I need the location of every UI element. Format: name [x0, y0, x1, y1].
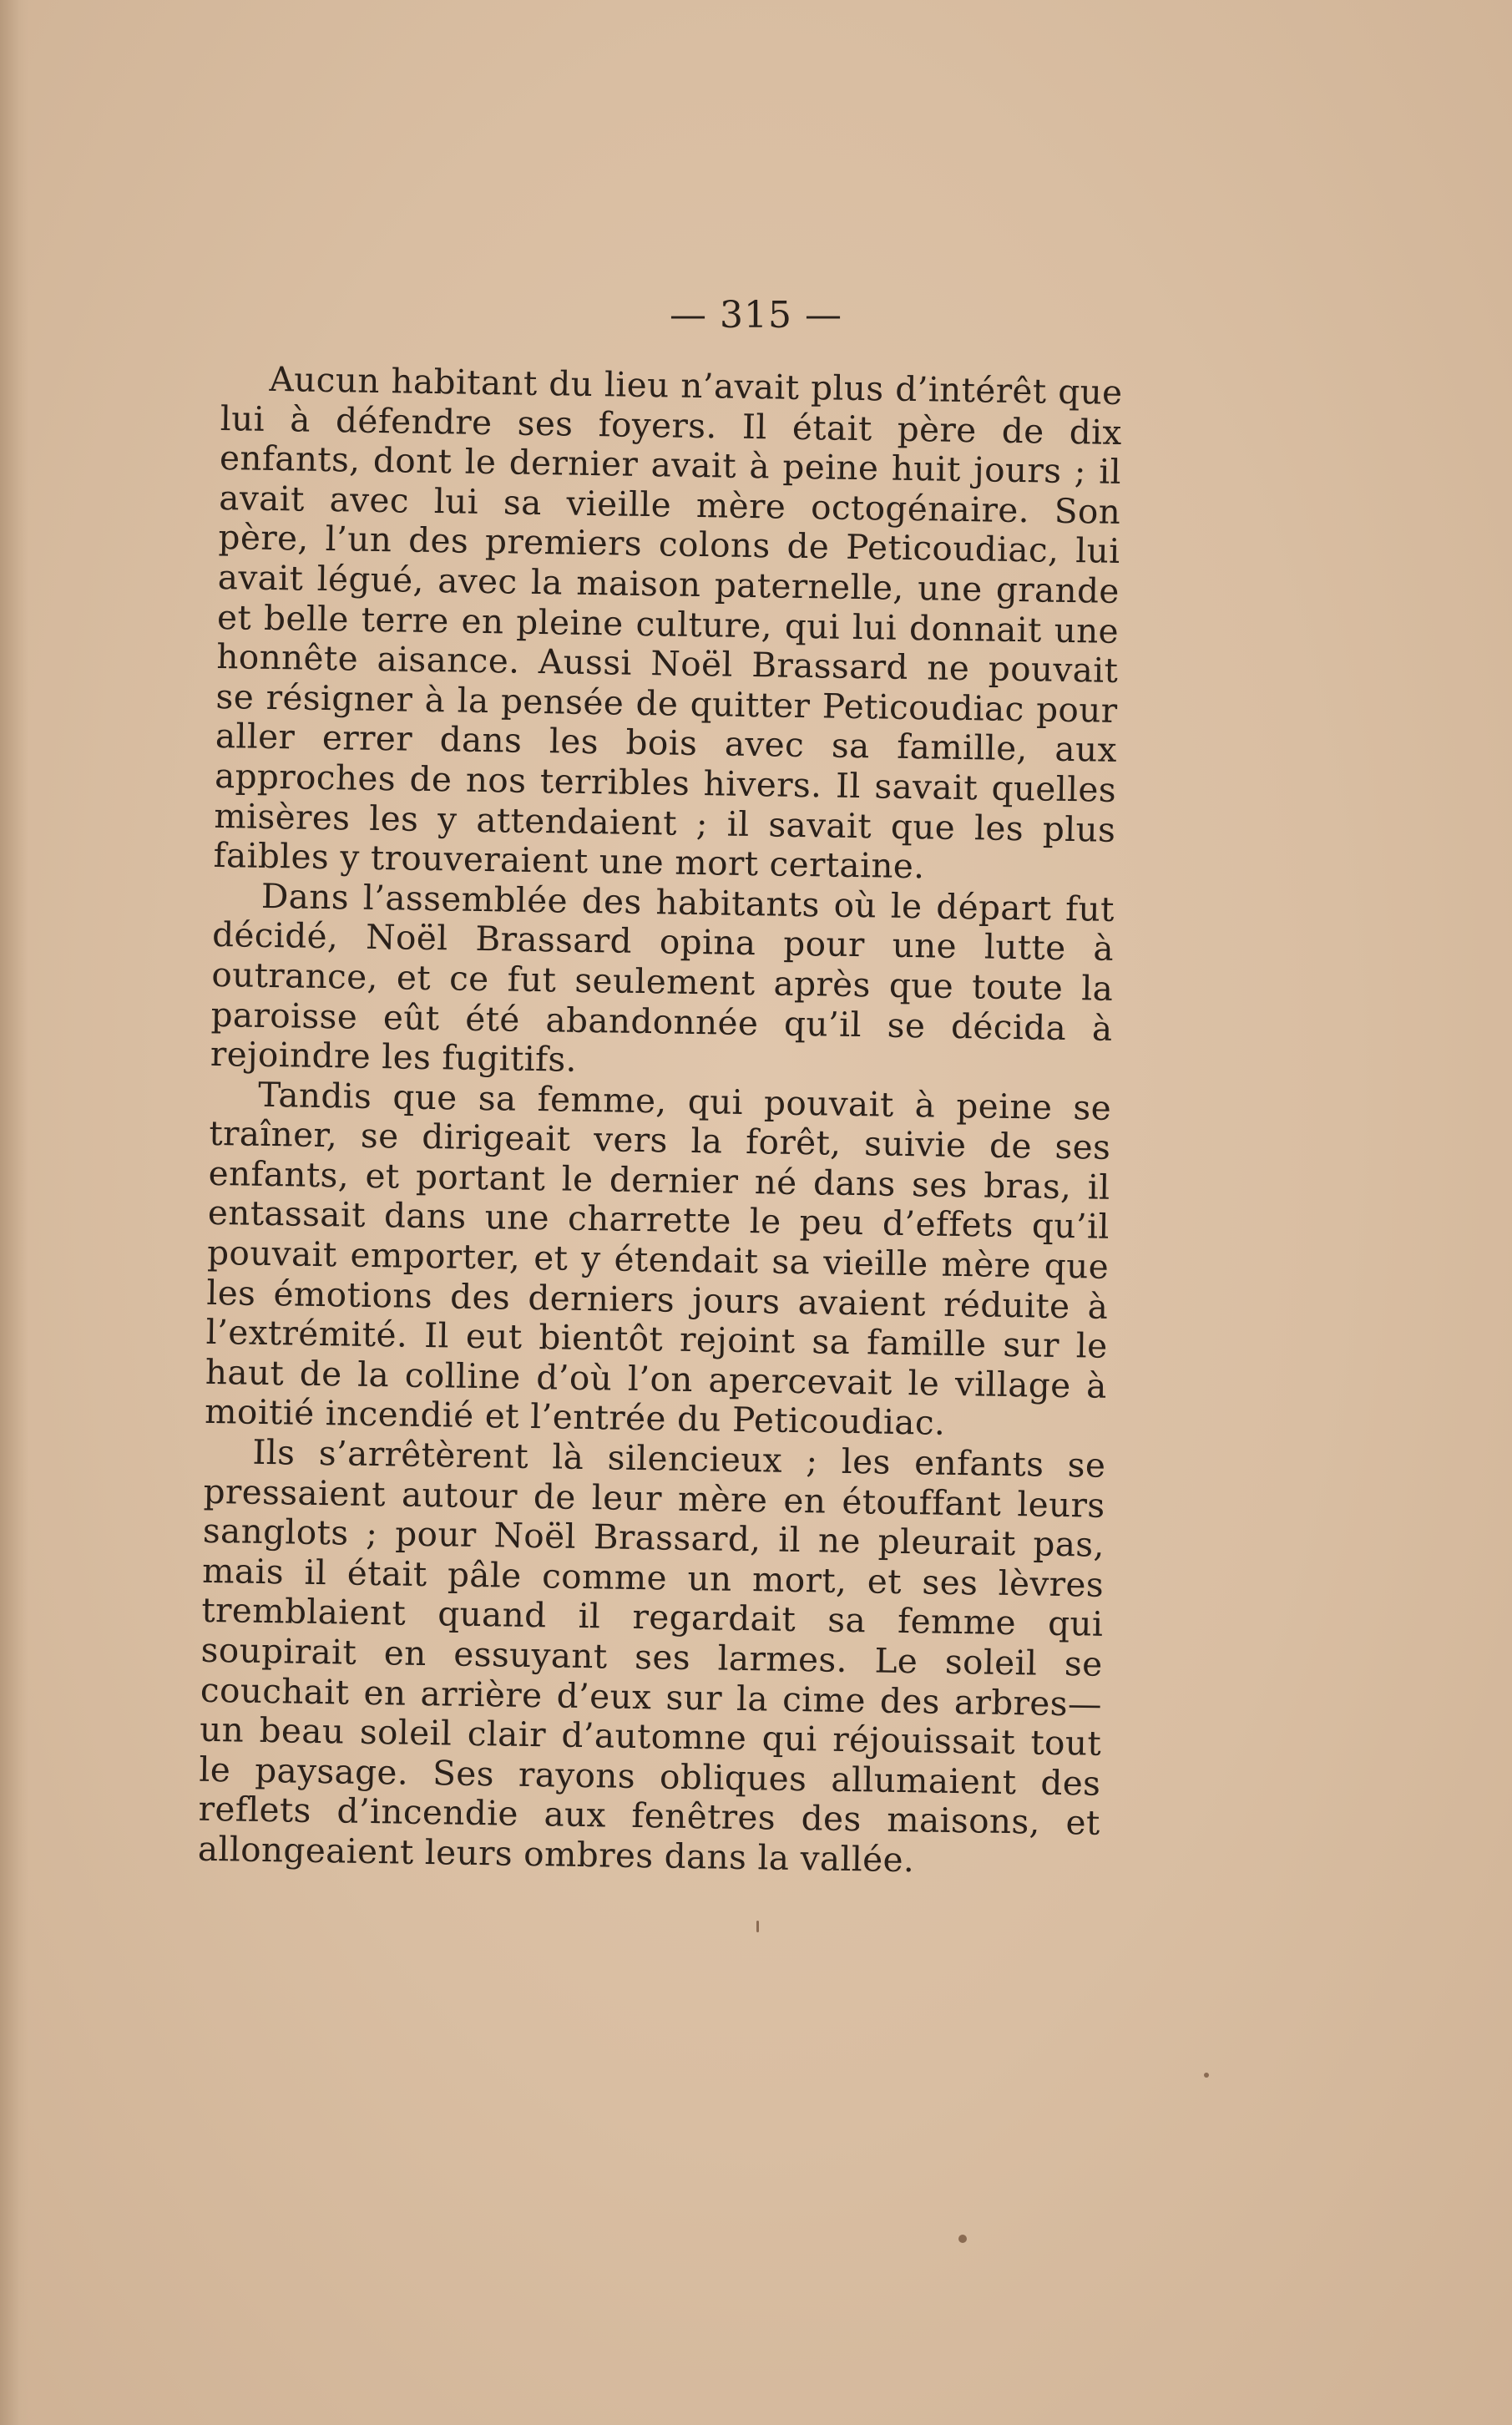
- paragraph: Ils s’arrêtèrent là silencieux ; les enfants se pressaient autour de leur mère en étouffant leurs sanglots ; pour Noël Brassard, il ne pleurait pas, mais il était pâle comme un mort, et ses lèvres tremblaient quand il regardait sa femme qui soupirait en essuyant ses larmes. Le soleil se couchait en arrière d’eux sur la cime des arbres—un beau soleil clair d’automne qui réjouissait tout le paysage. Ses rayons obliques allumaient des reflets d’incendie aux fenêtres des maisons, et allongeaient leurs ombres dans la vallée.: [197, 1431, 1106, 1881]
- page-number: — 315 —: [670, 294, 842, 337]
- paper-speck: [756, 1921, 759, 1932]
- paper-speck: [1204, 2073, 1209, 2078]
- paragraph: Tandis que sa femme, qui pouvait à peine se traîner, se dirigeait vers la forêt, suivie de ses enfants, et portant le dernier né dans ses bras, il entassait dans une charrette le peu d’effets qu’il pouvait emporter, et y étendait sa vieille mère que les émotions des derniers jours avaient réduite à l’extrémité. Il eut bientôt rejoint sa famille sur le haut de la colline d’où l’on apercevait le village à moitié incendié et l’entrée du Peticoudiac.: [204, 1074, 1112, 1444]
- page-edge-shadow: [0, 0, 28, 2425]
- paper-speck: [958, 2235, 967, 2243]
- paragraph: Dans l’assemblée des habitants où le départ fut décidé, Noël Brassard opina pour une lutte à outrance, et ce fut seulement après que toute la paroisse eût été abandonnée qu’il se décida à rejoindre les fugitifs.: [210, 875, 1115, 1080]
- paragraph: Aucun habitant du lieu n’avait plus d’intérêt que lui à défendre ses foyers. Il était père de dix enfants, dont le dernier avait à peine huit jours ; il avait avec lui sa vieille mère octogénaire. Son père, l’un des premiers colons de Peticoudiac, lui avait légué, avec la maison paternelle, une grande et belle terre en pleine culture, qui lui donnait une honnête aisance. Aussi Noël Brassard ne pouvait se résigner à la pensée de quitter Peticoudiac pour aller errer dans les bois avec sa famille, aux approches de nos terribles hivers. Il savait quelles misères les y attendaient ; il savait que les plus faibles y trouveraient une mort certaine.: [213, 358, 1123, 887]
- body-text: [198, 359, 1123, 1883]
